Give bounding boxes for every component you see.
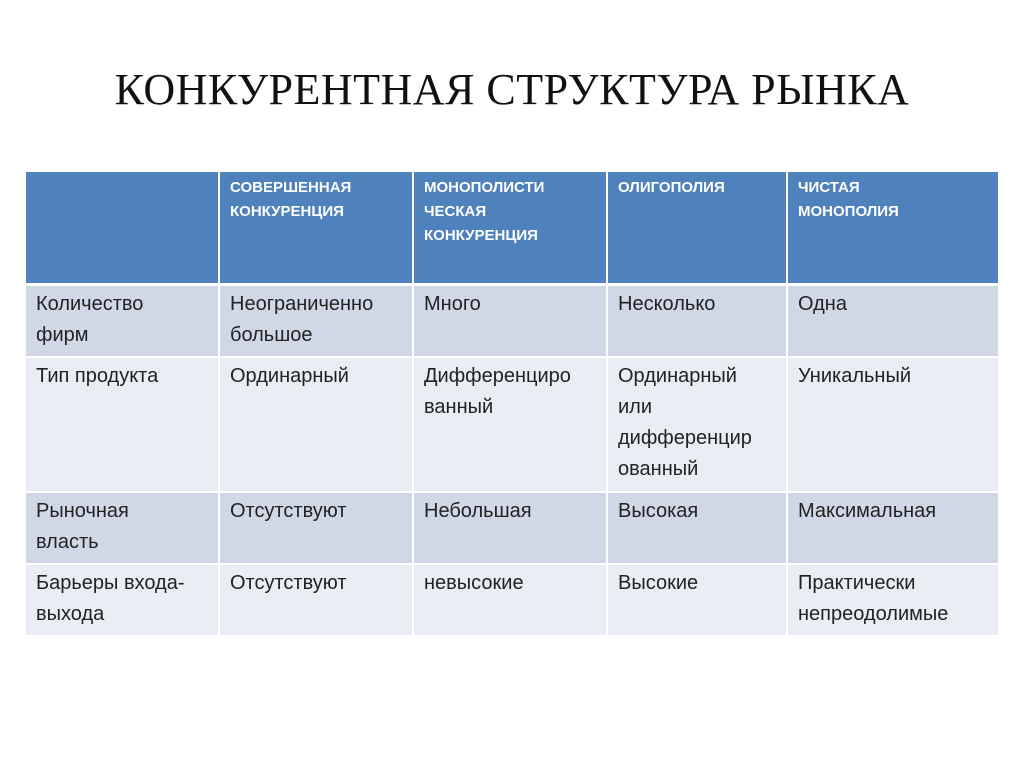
header-pure-monopoly: ЧИСТАЯ МОНОПОЛИЯ — [788, 172, 998, 286]
header-oligopoly: ОЛИГОПОЛИЯ — [608, 172, 788, 286]
table-header-row — [26, 172, 998, 286]
table-cell: Уникальный — [788, 358, 998, 493]
table-cell: Отсутствуют — [220, 565, 414, 635]
table-cell: Несколько — [608, 286, 788, 358]
header-monopolistic-competition: МОНОПОЛИСТИ ЧЕСКАЯ КОНКУРЕНЦИЯ — [414, 172, 608, 286]
table-cell: невысокие — [414, 565, 608, 635]
slide-title: КОНКУРЕНТНАЯ СТРУКТУРА РЫНКА — [114, 65, 910, 114]
table-cell: Одна — [788, 286, 998, 358]
row-label-cell: Количество фирм — [26, 286, 220, 358]
table-cell: Высокая — [608, 493, 788, 565]
table-cell: Высокие — [608, 565, 788, 635]
table-cell: Ординарный — [220, 358, 414, 493]
row-label-cell: Рыночная власть — [26, 493, 220, 565]
table-row-entry-barriers — [26, 565, 998, 635]
table-row-product-type — [26, 358, 998, 493]
table-cell: Ординарный или дифференцир ованный — [608, 358, 788, 493]
header-cell-empty — [26, 172, 220, 286]
table-row-number-of-firms — [26, 286, 998, 358]
market-structure-table — [26, 172, 998, 635]
row-label-cell: Барьеры входа- выхода — [26, 565, 220, 635]
table-cell: Неограниченно большое — [220, 286, 414, 358]
header-perfect-competition: СОВЕРШЕННАЯ КОНКУРЕНЦИЯ — [220, 172, 414, 286]
table-cell: Много — [414, 286, 608, 358]
table-cell: Отсутствуют — [220, 493, 414, 565]
table-cell: Практически непреодолимые — [788, 565, 998, 635]
table-cell: Дифференциро ванный — [414, 358, 608, 493]
table-cell: Максимальная — [788, 493, 998, 565]
table-cell: Небольшая — [414, 493, 608, 565]
table-row-market-power — [26, 493, 998, 565]
row-label-cell: Тип продукта — [26, 358, 220, 493]
